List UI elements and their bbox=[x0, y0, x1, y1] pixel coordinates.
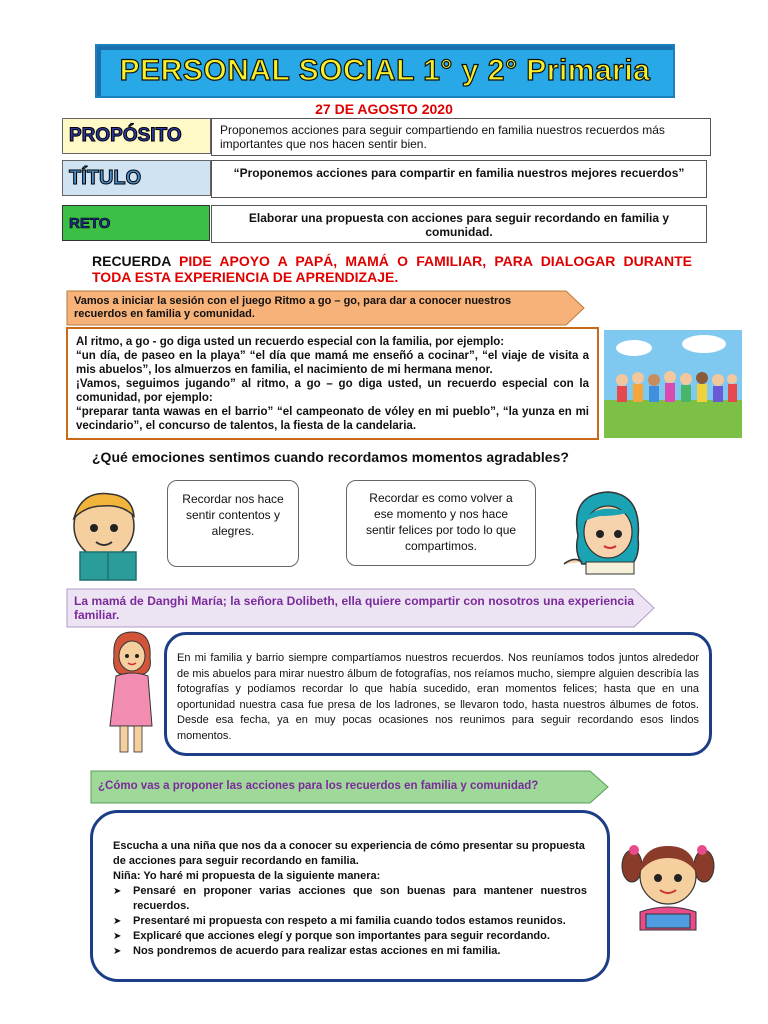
girl-teal-hair-image bbox=[560, 486, 650, 576]
emotions-question: ¿Qué emociones sentimos cuando recordamos momentos agradables? bbox=[92, 449, 569, 465]
list-item: ➤ Pensaré en proponer varias acciones que son buenas para mantener nuestros recuerdos. bbox=[113, 884, 587, 914]
game-line: Al ritmo, a go - go diga usted un recuerdo especial con la familia, por ejemplo: bbox=[76, 336, 505, 348]
reto-label-text: RETO bbox=[69, 214, 111, 232]
date-heading: 27 DE AGOSTO 2020 bbox=[315, 101, 453, 117]
recuerda-lead: RECUERDA bbox=[92, 253, 171, 269]
children-playing-image bbox=[604, 330, 742, 438]
titulo-text: “Proponemos acciones para compartir en familia nuestros mejores recuerdos” bbox=[211, 160, 707, 198]
proposito-label bbox=[62, 118, 211, 154]
proposal-steps-box bbox=[90, 810, 610, 982]
mother-image bbox=[100, 630, 162, 756]
page-title: PERSONAL SOCIAL 1° y 2° Primaria bbox=[119, 54, 651, 87]
proposito-label-text: PROPÓSITO bbox=[69, 125, 182, 146]
game-intro-arrow bbox=[66, 290, 586, 326]
recuerda-note bbox=[92, 253, 692, 285]
proposal-intro: Escucha a una niña que nos da a conocer su experiencia de cómo presentar su propuesta de acciones para seguir recordando en familia. bbox=[113, 840, 585, 867]
game-line: ¡Vamos, seguimos jugando” al ritmo, a go – go diga usted, un recuerdo especial con la comunidad, por ejemplo: bbox=[76, 378, 589, 404]
recuerda-text: PIDE APOYO A PAPÁ, MAMÁ O FAMILIAR, PARA DIALOGAR DURANTE TODA ESTA EXPERIENCIA DE APRENDIZAJE. bbox=[92, 253, 692, 285]
list-item: ➤ Presentaré mi propuesta con respeto a mi familia cuando todos estamos reunidos. bbox=[113, 914, 587, 929]
titulo-label-text: TÍTULO bbox=[69, 166, 142, 189]
list-item: ➤ Nos pondremos de acuerdo para realizar estas acciones en mi familia. bbox=[113, 944, 587, 959]
reto-text: Elaborar una propuesta con acciones para seguir recordando en familia y comunidad. bbox=[211, 205, 707, 243]
boy-reading-image bbox=[62, 486, 152, 584]
boy-speech-bubble: Recordar nos hace sentir contentos y alegres. bbox=[167, 480, 299, 567]
game-line: “preparar tanta wawas en el barrio” “el campeonato de vóley en mi pueblo”, “la yunza en mi vecindario”, el concurso de talentos, la fiesta de la candelaria. bbox=[76, 406, 589, 432]
title-banner bbox=[95, 44, 675, 98]
mother-intro-text: La mamá de Danghi María; la señora Dolibeth, ella quiere compartir con nosotros una experiencia familiar. bbox=[74, 594, 634, 622]
nina-line: Niña: Yo haré mi propuesta de la siguiente manera: bbox=[113, 870, 381, 882]
girl-speech-bubble: Recordar es como volver a ese momento y nos hace sentir felices por todo lo que compartimos. bbox=[346, 480, 536, 566]
game-line: “un día, de paseo en la playa” “el día que mamá me enseñó a cocinar”, “el viaje de visita a mis abuelos”, los almuerzos en familia, el nacimiento de mi hermana menor. bbox=[76, 350, 589, 376]
mother-story-box: En mi familia y barrio siempre compartíamos nuestros recuerdos. Nos reuníamos todos juntos alrededor de mis abuelos para mirar nuestro álbum de fotografías, nos reíamos mucho, siempre alguien describía las fotografías y podíamos recordar lo que había sucedido, eran momentos felices; hasta que en una oportunidad nuestra casa fue presa de los ladrones, se llevaron todo, hasta nuestros álbumes de fotos. Desde esa fecha, ya en muy pocas ocasiones nos reunimos para seguir recordando esos lindos momentos. bbox=[164, 632, 712, 756]
reto-label bbox=[62, 205, 210, 241]
proposal-question-text: ¿Cómo vas a proponer las acciones para los recuerdos en familia y comunidad? bbox=[98, 780, 539, 792]
game-intro-text: Vamos a iniciar la sesión con el juego Ritmo a go – go, para dar a conocer nuestros recuerdos en familia y comunidad. bbox=[74, 295, 512, 320]
list-item: ➤ Explicaré que acciones elegí y porque son importantes para seguir recordando. bbox=[113, 929, 587, 944]
proposito-text: Proponemos acciones para seguir compartiendo en familia nuestros recuerdos más importantes que nos hacen sentir bien. bbox=[211, 118, 711, 156]
titulo-label bbox=[62, 160, 211, 196]
mother-intro-arrow bbox=[66, 588, 656, 628]
girl-pigtails-image bbox=[620, 836, 716, 932]
game-box bbox=[66, 327, 599, 440]
steps-list bbox=[113, 884, 587, 959]
proposal-question-arrow bbox=[90, 770, 610, 804]
